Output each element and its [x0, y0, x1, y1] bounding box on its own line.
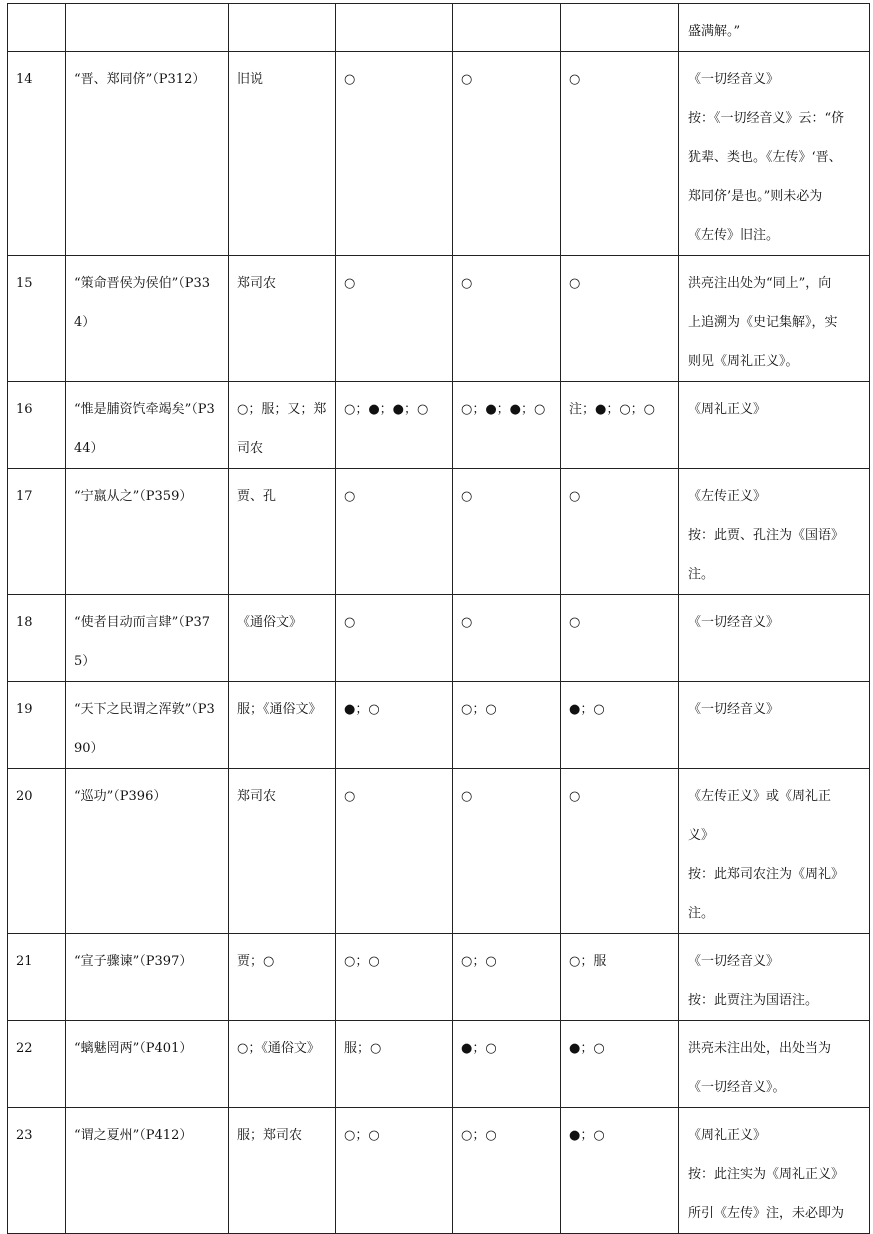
- note-line: 上追溯为《史记集解》，实: [688, 315, 838, 330]
- note-line: 《左传正义》或《周礼正: [688, 789, 832, 804]
- phrase-cell: “策命晋侯为侯伯”（P334）: [66, 256, 229, 382]
- citation-cell: ○；《通俗文》: [229, 1021, 336, 1108]
- note-line: 注。: [688, 906, 715, 921]
- table-row: [8, 1021, 870, 1108]
- source-col-3-cell: ○: [561, 52, 679, 256]
- note-line: 洪亮未注出处，出处当为: [688, 1041, 832, 1056]
- note-cell: [679, 769, 870, 934]
- note-line: 《一切经音义》: [688, 954, 780, 969]
- row-number-cell: 21: [8, 934, 66, 1021]
- note-line: 按：此注实为《周礼正义》: [688, 1167, 845, 1182]
- source-col-2-cell: ○；○: [453, 682, 561, 769]
- phrase-cell: “螭魅罔两”（P401）: [66, 1021, 229, 1108]
- note-line: 《一切经音义》: [688, 702, 780, 717]
- citation-cell: 贾、孔: [229, 469, 336, 595]
- note-line: 《一切经音义》: [688, 615, 780, 630]
- row-number-cell: 15: [8, 256, 66, 382]
- note-line: 《周礼正义》: [688, 402, 767, 417]
- source-col-1-cell: ○: [336, 52, 453, 256]
- note-line: 按：此贾、孔注为《国语》: [688, 528, 845, 543]
- note-cell: [679, 1021, 870, 1108]
- citation-cell: 郑司农: [229, 256, 336, 382]
- row-number-cell: 14: [8, 52, 66, 256]
- note-line: 《左传》旧注。: [688, 228, 780, 243]
- note-line: 《一切经音义》: [688, 72, 780, 87]
- row-number-cell: 18: [8, 595, 66, 682]
- source-col-1-cell: ○: [336, 595, 453, 682]
- source-col-1-cell: ○；○: [336, 934, 453, 1021]
- note-line: 义》: [688, 828, 715, 843]
- citation-cell: [229, 4, 336, 52]
- source-col-1-cell: ○；○: [336, 1108, 453, 1234]
- note-line: 《周礼正义》: [688, 1128, 767, 1143]
- source-col-1-cell: [336, 4, 453, 52]
- source-col-1-cell: ●；○: [336, 682, 453, 769]
- source-col-3-cell: ●；○: [561, 1021, 679, 1108]
- phrase-cell: “巡功”（P396）: [66, 769, 229, 934]
- citation-cell: 旧说: [229, 52, 336, 256]
- source-col-3-cell: ●；○: [561, 1108, 679, 1234]
- source-col-1-cell: ○: [336, 769, 453, 934]
- table-row: [8, 769, 870, 934]
- source-col-2-cell: ○；○: [453, 934, 561, 1021]
- table-row: [8, 1108, 870, 1234]
- row-number-cell: 22: [8, 1021, 66, 1108]
- source-col-2-cell: ○: [453, 256, 561, 382]
- note-line: 郑同侪’是也。”则未必为: [688, 189, 823, 204]
- citation-cell: 郑司农: [229, 769, 336, 934]
- row-number-cell: 16: [8, 382, 66, 469]
- phrase-cell: “天下之民谓之浑敦”（P390）: [66, 682, 229, 769]
- source-col-1-cell: ○: [336, 256, 453, 382]
- note-cell: [679, 256, 870, 382]
- source-col-3-cell: ○；服: [561, 934, 679, 1021]
- source-col-1-cell: 服；○: [336, 1021, 453, 1108]
- citation-cell: 服；《通俗文》: [229, 682, 336, 769]
- note-line: 按：此郑司农注为《周礼》: [688, 867, 845, 882]
- row-number-cell: 17: [8, 469, 66, 595]
- source-col-3-cell: [561, 4, 679, 52]
- annotation-table: [7, 3, 870, 1234]
- phrase-cell: “宁嬴从之”（P359）: [66, 469, 229, 595]
- source-col-2-cell: ○: [453, 52, 561, 256]
- source-col-3-cell: 注；●；○；○: [561, 382, 679, 469]
- citation-cell: 《通俗文》: [229, 595, 336, 682]
- row-number-cell: 19: [8, 682, 66, 769]
- note-line: 《一切经音义》。: [688, 1080, 786, 1095]
- source-col-2-cell: [453, 4, 561, 52]
- note-line: 按：此贾注为国语注。: [688, 993, 819, 1008]
- source-col-3-cell: ○: [561, 256, 679, 382]
- note-line: 所引《左传》注，未必即为: [688, 1206, 845, 1221]
- note-line: 洪亮注出处为“同上”，向: [688, 276, 832, 291]
- table-row: [8, 256, 870, 382]
- phrase-cell: “宣子骤谏”（P397）: [66, 934, 229, 1021]
- phrase-cell: [66, 4, 229, 52]
- phrase-cell: “晋、郑同侪”（P312）: [66, 52, 229, 256]
- citation-cell: ○；服；又；郑司农: [229, 382, 336, 469]
- table-row: [8, 682, 870, 769]
- source-col-2-cell: ○: [453, 769, 561, 934]
- table-row: [8, 469, 870, 595]
- phrase-cell: “惟是脯资饩牵竭矣”（P344）: [66, 382, 229, 469]
- source-col-3-cell: ○: [561, 595, 679, 682]
- note-line: 犹辈、类也。《左传》‘晋、: [688, 150, 842, 165]
- source-col-2-cell: ○: [453, 469, 561, 595]
- row-number-cell: [8, 4, 66, 52]
- note-line: 则见《周礼正义》。: [688, 354, 799, 369]
- phrase-cell: “谓之夏州”（P412）: [66, 1108, 229, 1234]
- source-col-2-cell: ○: [453, 595, 561, 682]
- row-number-cell: 20: [8, 769, 66, 934]
- note-cell: [679, 382, 870, 469]
- note-cell: [679, 934, 870, 1021]
- source-col-3-cell: ●；○: [561, 682, 679, 769]
- row-number-cell: 23: [8, 1108, 66, 1234]
- note-cell: [679, 1108, 870, 1234]
- table-row: [8, 52, 870, 256]
- source-col-2-cell: ●；○: [453, 1021, 561, 1108]
- source-col-3-cell: ○: [561, 469, 679, 595]
- note-cell: [679, 4, 870, 52]
- note-cell: [679, 52, 870, 256]
- note-line: 按：《一切经音义》云：“侪: [688, 111, 845, 126]
- table-body: [8, 4, 870, 1234]
- citation-cell: 贾；○: [229, 934, 336, 1021]
- table-row: [8, 934, 870, 1021]
- source-col-2-cell: ○；○: [453, 1108, 561, 1234]
- citation-cell: 服；郑司农: [229, 1108, 336, 1234]
- source-col-1-cell: ○；●；●；○: [336, 382, 453, 469]
- table-row: [8, 382, 870, 469]
- phrase-cell: “使者目动而言肆”（P375）: [66, 595, 229, 682]
- note-line: 盛满解。”: [688, 24, 741, 39]
- source-col-1-cell: ○: [336, 469, 453, 595]
- note-cell: [679, 682, 870, 769]
- note-line: 注。: [688, 567, 715, 582]
- source-col-3-cell: ○: [561, 769, 679, 934]
- note-line: 《左传正义》: [688, 489, 767, 504]
- table-row: [8, 4, 870, 52]
- source-col-2-cell: ○；●；●；○: [453, 382, 561, 469]
- note-cell: [679, 595, 870, 682]
- note-cell: [679, 469, 870, 595]
- table-row: [8, 595, 870, 682]
